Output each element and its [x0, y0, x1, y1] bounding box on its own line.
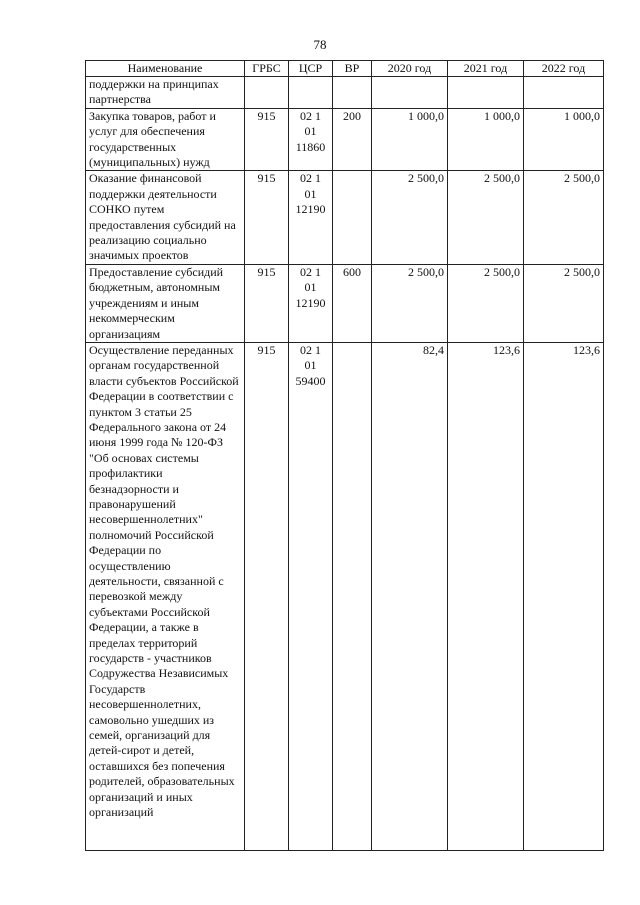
row-csr [289, 108, 333, 171]
header-csr: ЦСР [289, 61, 333, 77]
row-grbs: 915 [245, 264, 289, 342]
row-csr [289, 171, 333, 264]
row-2022: 123,6 [524, 342, 604, 850]
row-csr-part: 01 [304, 280, 317, 295]
row-vr: 600 [333, 264, 372, 342]
row-name: Закупка товаров, работ и услуг для обеспечения государственных (муниципальных) нужд [86, 108, 245, 171]
header-2020: 2020 год [372, 61, 448, 77]
row-csr-part: 01 [304, 358, 317, 373]
row-2021: 2 500,0 [448, 171, 524, 264]
row-2022: 1 000,0 [524, 108, 604, 171]
table-row [86, 171, 604, 264]
budget-table [85, 60, 604, 851]
row-2020: 1 000,0 [372, 108, 448, 171]
row-csr-part: 12190 [295, 295, 326, 310]
row-csr-part: 02 1 [300, 264, 321, 279]
row-2021: 1 000,0 [448, 108, 524, 171]
row-name: Оказание финансовой поддержки деятельности СОНКО путем предоставления субсидий на реализацию социально значимых проектов [86, 171, 245, 264]
row-2021: 123,6 [448, 342, 524, 850]
row-name: поддержки на принципах партнерства [86, 77, 245, 109]
row-csr-part: 01 [304, 186, 317, 201]
table-row [86, 264, 604, 342]
row-2020: 2 500,0 [372, 171, 448, 264]
table-row [86, 77, 604, 109]
row-csr-part: 02 1 [300, 171, 321, 186]
row-name: Осуществление переданных органам государственной власти субъектов Российской Федерации в соответствии с пунктом 3 статьи 25 Федерального закона от 24 июня 1999 года № 120-ФЗ "Об основах системы профилактики безнадзорности и правонарушений несовершеннолетних" полномочий Российской Федерации по осуществлению деятельности, связанной с перевозкой между субъектами Российской Федерации, а также в пределах территорий государств - участников Содружества Независимых Государств несовершеннолетних, самовольно ушедших из семей, организаций для детей-сирот и детей, оставшихся без попечения родителей, образовательных организаций и иных организаций [86, 342, 245, 850]
row-csr [289, 77, 333, 109]
row-2022: 2 500,0 [524, 171, 604, 264]
row-vr: 200 [333, 108, 372, 171]
table-header-row [86, 61, 604, 77]
row-2020: 82,4 [372, 342, 448, 850]
row-grbs: 915 [245, 108, 289, 171]
row-name: Предоставление субсидий бюджетным, автономным учреждениям и иным некоммерческим организациям [86, 264, 245, 342]
row-csr [289, 342, 333, 850]
page-number: 78 [313, 37, 327, 52]
row-grbs: 915 [245, 342, 289, 850]
row-csr-part: 59400 [295, 373, 326, 388]
header-name: Наименование [86, 61, 245, 77]
row-2021 [448, 77, 524, 109]
header-2022: 2022 год [524, 61, 604, 77]
row-grbs: 915 [245, 171, 289, 264]
row-vr [333, 77, 372, 109]
header-2021: 2021 год [448, 61, 524, 77]
row-csr-part: 02 1 [300, 108, 321, 123]
row-csr-part: 11860 [295, 139, 326, 154]
row-grbs [245, 77, 289, 109]
table-row [86, 108, 604, 171]
header-vr: ВР [333, 61, 372, 77]
row-csr-part: 01 [304, 124, 317, 139]
row-2020: 2 500,0 [372, 264, 448, 342]
row-2022 [524, 77, 604, 109]
row-csr-part: 12190 [295, 202, 326, 217]
row-2020 [372, 77, 448, 109]
table-body [86, 77, 604, 851]
header-grbs: ГРБС [245, 61, 289, 77]
row-vr [333, 342, 372, 850]
row-2022: 2 500,0 [524, 264, 604, 342]
row-csr-part: 02 1 [300, 342, 321, 357]
row-2021: 2 500,0 [448, 264, 524, 342]
row-vr [333, 171, 372, 264]
table-row [86, 342, 604, 850]
row-csr [289, 264, 333, 342]
